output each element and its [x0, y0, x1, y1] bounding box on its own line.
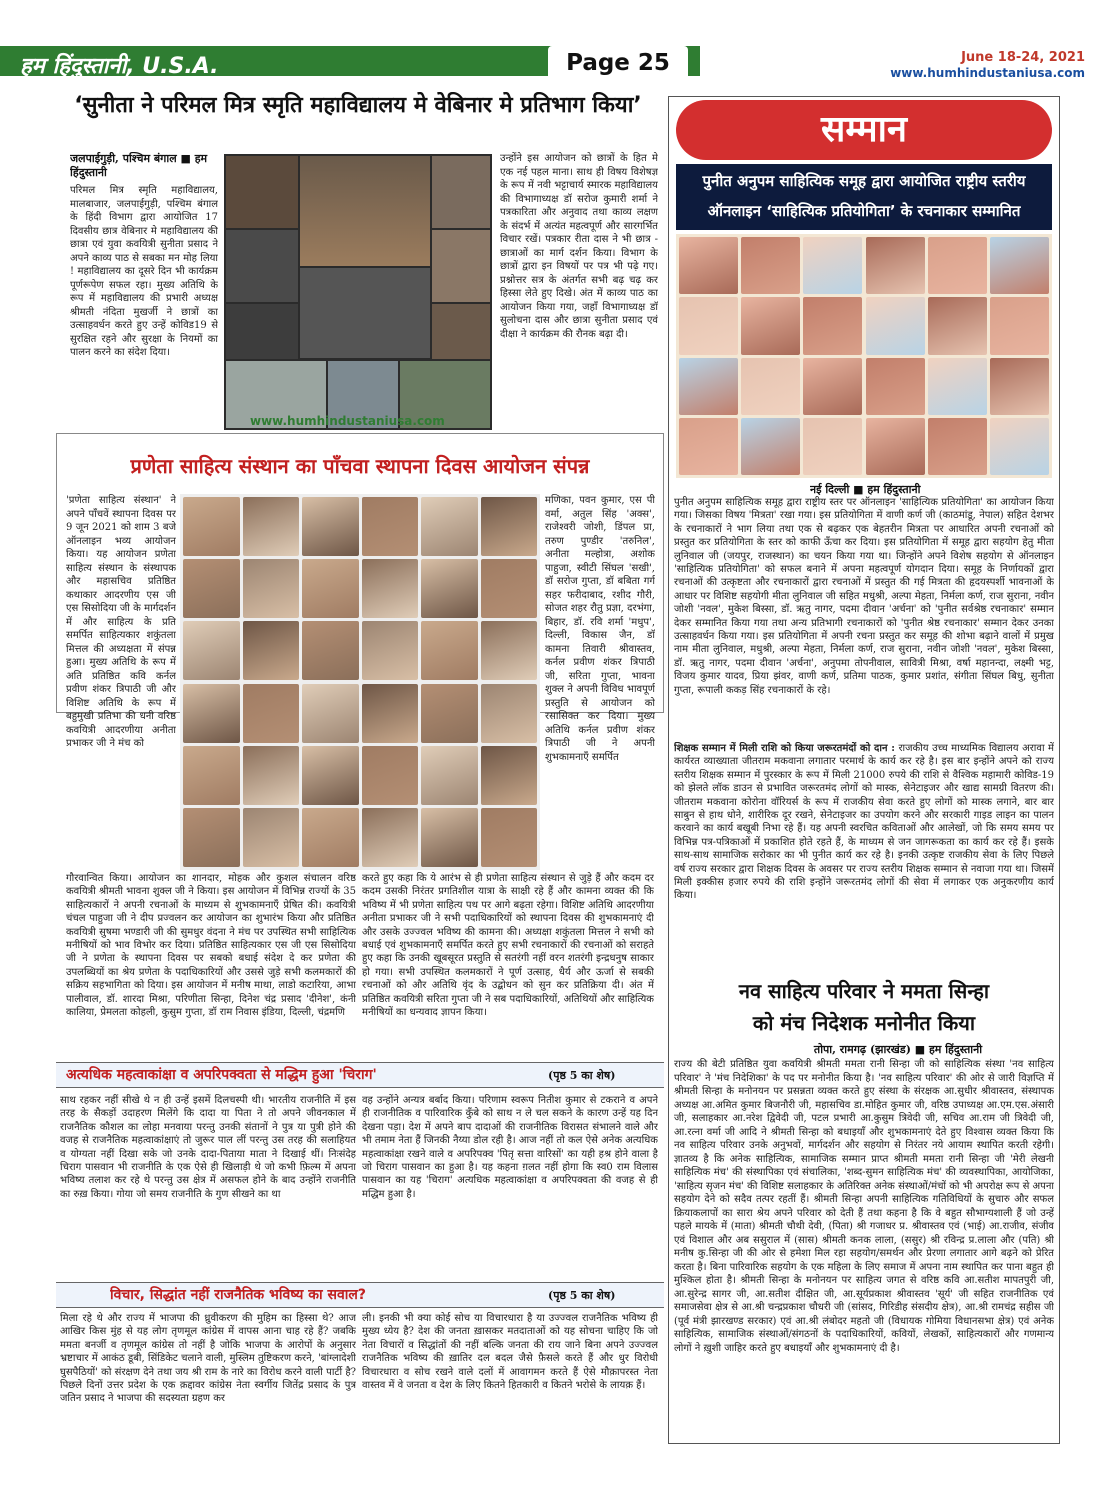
- portrait-photo: [928, 297, 987, 354]
- sidebar-dateline: नई दिल्ली ■ हम हिंदुस्तानी: [810, 483, 921, 496]
- newspaper-brand: हम हिंदुस्तानी, U.S.A.: [20, 54, 219, 79]
- portrait-photo: [183, 808, 240, 867]
- portrait-photo: [362, 621, 419, 680]
- story2-bottom-right: करते हुए कहा कि ये आरंभ से ही प्रणेता साहित्य संस्थान से जुड़े हैं और कदम दर कदम उसकी निरंतर प्रगतिशील यात्रा के साक्षी रहे हैं और कामना व्यक्त की कि भविष्य में भी प्रणेता साहित्य पथ पर आगे बढ़ता रहेगा। विशिष्ट अतिथि आदरणीया अनीता प्रभाकर जी ने सभी पदाधिकारियों को स्थापना दिवस की शुभकामनाएं दी और उसके उज्ज्वल भविष्य की कामना की। अध्यक्षा शकुंतला मित्तल ने सभी को बधाई एवं शुभकामनाएँ समर्पित करते हुए सभी रचनाकारों की रचनाओं को सराहते हुए कहा कि उनकी खूबसूरत प्रस्तुति से सतरंगी नहीं वरन शतरंगी इन्द्रधनुष साकार हो गया। सभी उपस्थित कलमकारों ने पूर्ण उत्साह, धैर्य और ऊर्जा से सबकी रचनाओं को और अतिथि वृंद के उद्बोधन को सुन कर प्रतिक्रिया दी। अंत में प्रतिष्ठित कवयित्री सरिता गुप्ता जी ने सब पदाधिकारियों, अतिथियों और साहित्यिक मनीषियों का धन्यवाद ज्ञापन किया।: [362, 873, 654, 1019]
- portrait-photo: [481, 808, 538, 867]
- portrait-photo: [481, 559, 538, 618]
- story1-headline: ‘सुनीता ने परिमल मित्र स्मृति महाविद्यालय मे वेबिनार मे प्रतिभाग किया’: [74, 93, 642, 118]
- story3-col1: साथ रहकर नहीं सीखे थे न ही उन्हें इसमें दिलचस्पी थी। भारतीय राजनीति में इस तरह के सैकड़ों उदाहरण मिलेंगे कि दादा या पिता ने तो अपने जीवनकाल में राजनैतिक कौशल का लोहा मनवाया परन्तु उनकी संतानों ने पुत्र या पुत्री होने की वजह से राजनैतिक महत्वाकांक्षाएं तो जुरूर पाल लीं परन्तु उस तरह की सलाहियत व योग्यता नहीं दिखा सके जो उनके दादा-पिताया माता ने दिखाई थीं। निःसंदेह चिराग पासवान भी राजनीति के एक ऐसे ही खिलाड़ी थे जो कभी फ़िल्म में अपना भविष्य तलाश कर रहे थे परन्तु उस क्षेत्र में असफल होने के बाद उन्होंने राजनीति का रुख़ किया। गोया जो समय राजनीति के गुण सीखने का था: [60, 1095, 356, 1200]
- portrait-photo: [990, 237, 1049, 294]
- sidebar-sub1-body: राजकीय उच्च माध्यमिक विद्यालय अरावा में कार्यरत व्याख्याता जीतराम मकवाना लगातार परमार्थ के कार्य कर रहे है। इस बार इन्होंने अपने को राज्य स्तरीय शिक्षक सम्मान में पुरस्कार के रूप में मिली 21000 रुपये की राशि से वैश्विक महामारी कोविड-19 को झेलते लॉक डाउन से प्रभावित जरूरतमंद लोगों को मास्क, सेनेटाइजर और खाद्य सामग्री वितरण की। जीतराम मकवाना कोरोना वॉरियर्स के रूप में राजकीय सेवा करते हुए लोगों को मास्क लगाने, बार बार साबुन से हाथ धोने, शारीरिक दूर रखने, सेनेटाइजर का उपयोग करने और सरकारी गाइड लाइन का पालन करवाने का कार्य बखूबी निभा रहे हैं। यह अपनी स्वरचित कविताओं और आलेखों, जो कि समय समय पर विभिन्न पत्र-पत्रिकाओं में प्रकाशित होते रहते हैं, के माध्यम से जन जागरूकता का कार्य कर रहे हैं। इसके साथ-साथ सामाजिक सरोकार का भी पुनीत कार्य कर रहे है। इनकी उत्कृष्ट राजकीय सेवा के लिए पिछले वर्ष राज्य सरकार द्वारा शिक्षक दिवस के अवसर पर राज्य स्तरीय शिक्षक सम्मान से नवाजा गया था। जिसमें मिली इक्कीस हजार रुपये की राशि इन्होंने जरूरतमंद लोगों की सेवा में लगाकर एक अनुकरणीय कार्य किया।: [674, 743, 1054, 902]
- story4-headline: विचार, सिद्धांत नहीं राजनैतिक भविष्य का सवाल?: [110, 1287, 367, 1303]
- portrait-photo: [421, 621, 478, 680]
- portrait-photo: [481, 497, 538, 556]
- portrait-photo: [302, 684, 359, 743]
- participant-photo: [226, 156, 298, 228]
- portrait-photo: [183, 746, 240, 805]
- portrait-photo: [243, 808, 300, 867]
- story4-col1: मिला रहे थे और राज्य में भाजपा की ध्रुवीकरण की मुहिम का हिस्सा थे? आज आखिर किस मुंह से यह लोग तृणमूल कांग्रेस में वापस आना चाह रहे हैं? जबकि ममता बनर्जी व तृणमूल कांग्रेस तो नहीं है जोकि भाजपा के आरोपों के अनुसार भ्रष्टाचार में आकंठ डूबी, सिंडिकेट चलाने वाली, मुस्लिम तुष्टिकरण करने, 'बांग्लादेशी घुसपैठियों' को संरक्षण देने तथा जय श्री राम के नारे का विरोध करने वाली पार्टी है? पिछले दिनों उत्तर प्रदेश के एक क़द्दावर कांग्रेस नेता स्वर्गीय जितेंद्र प्रसाद के पुत्र जतिन प्रसाद ने भाजपा की सदस्यता ग्रहण कर: [60, 1313, 356, 1405]
- story5-body: राज्य की बेटी प्रतिष्ठित युवा कवयित्री श्रीमती ममता रानी सिन्हा जी को साहित्यिक संस्था 'नव साहित्य परिवार' ने 'मंच निदेशिका' के पद पर मनोनीत किया है। 'नव साहित्य परिवार' की ओर से जारी विज्ञप्ति में श्रीमती सिन्हा के मनोनयन पर प्रसन्नता व्यक्त करते हुए संस्था के संरक्षक आ.सुधीर श्रीवास्तव, संस्थापक अध्यक्ष आ.अमित कुमार बिजनौरी जी, महासचिव डा.मोहित कुमार जी, वरिष्ठ उपाध्यक्ष आ.एम.एस.अंसारी जी, सलाहकार आ.नरेश द्विवेदी जी, पटल प्रभारी आ.कुसुम त्रिवेदी जी, सचिव आ.राम जी त्रिवेदी जी, आ.रत्ना वर्मा जी आदि ने श्रीमती सिन्हा को बधाइयाँ और शुभकामनाएं देते हुए विश्वास व्यक्त किया कि नव साहित्य परिवार उनके अनुभवों, मार्गदर्शन और सहयोग से निरंतर नये आयाम स्थापित करती रहेगी। ज्ञातव्य है कि अनेक साहित्यिक, सामाजिक सम्मान प्राप्त श्रीमती ममता रानी सिन्हा जी 'मेरी लेखनी साहित्यिक मंच' की संस्थापिका एवं संचालिका, 'शब्द-सुमन साहित्यिक मंच' की व्यवस्थापिका, आयोजिका, 'साहित्य सृजन मंच' की विशिष्ट सलाहकार के अतिरिक्त अनेक संस्थाओं/मंचों को भी अपरोक्ष रूप से अपना सहयोग देने को सदैव तत्पर रहतीं हैं। श्रीमती सिन्हा अपनी साहित्यिक गतिविधियों के सुचारु और सफल क्रियाकलापों का सारा श्रेय अपने परिवार को देती हैं तथा कहना है कि वे बहुत सौभाग्यशाली हैं जो उन्हें पहले मायके में (माता) श्रीमती चौथी देवी, (पिता) श्री गजाधर प्र. श्रीवास्तव एवं (भाई) आ.राजीव, संजीव एवं विशाल और अब ससुराल में (सास) श्रीमती कनक लाला, (ससुर) श्री रविन्द्र प्र.लाला और (पति) श्री मनीष कु.सिन्हा जी की ओर से हमेशा मिल रहा सहयोग/समर्थन और प्रेरणा लगातार आगे बढ़ने को प्रेरित करता है। बिना पारिवारिक सहयोग के एक महिला के लिए समाज में अपना नाम स्थापित कर पाना बहुत ही मुश्किल होता है। श्रीमती सिन्हा के मनोनयन पर साहित्य जगत से वरिष्ठ कवि आ.सतीश मापतपुरी जी, आ.सुरेन्द्र सागर जी, आ.सतीश दीक्षित जी, आ.सूर्यप्रकाश श्रीवास्तव 'सूर्य' जी सहित राजनीतिक एवं समाजसेवा क्षेत्र से आ.श्री चन्द्रप्रकाश चौधरी जी (सांसद, गिरिडीह संसदीय क्षेत्र), आ.श्री रामचंद्र सहीस जी (पूर्व मंत्री झारखण्ड सरकार) एवं आ.श्री लंबोदर महतो जी (विधायक गोमिया विधानसभा क्षेत्र) एवं अनेक साहित्यिक, सामाजिक संस्थाओं/संगठनों के पदाधिकारियों, कवियों, लेखकों, साहित्यकारों और गणमान्य लोगों ने ख़ुशी जाहिर करते हुए बधाइयाँ और शुभकामनाएं दी है।: [674, 1059, 1054, 1354]
- website-link[interactable]: www.humhindustaniusa.com: [890, 66, 1085, 80]
- portrait-photo: [243, 684, 300, 743]
- portrait-photo: [421, 684, 478, 743]
- portrait-photo: [803, 418, 862, 475]
- portrait-photo: [741, 237, 800, 294]
- portrait-photo: [362, 559, 419, 618]
- story5-dateline: तोपा, रामगढ़ (झारखंड) ■ हम हिंदुस्तानी: [813, 1043, 983, 1056]
- portrait-photo: [990, 418, 1049, 475]
- portrait-photo: [421, 746, 478, 805]
- portrait-photo: [741, 297, 800, 354]
- portrait-photo: [990, 358, 1049, 415]
- portrait-photo: [362, 746, 419, 805]
- watermark-url: www.humhindustaniusa.com: [250, 414, 445, 428]
- portrait-photo: [803, 237, 862, 294]
- page-number: Page 25: [548, 46, 688, 80]
- portrait-photo: [803, 358, 862, 415]
- participant-photo: [226, 304, 298, 359]
- portrait-photo: [243, 746, 300, 805]
- webinar-screenshot-collage: [224, 154, 492, 430]
- portrait-photo: [302, 746, 359, 805]
- story3-col2: वह उन्होंने अन्यत्र बर्बाद किया। परिणाम स्वरूप नितीश कुमार से टकराने व अपने ही राजनीतिक व पारिवारिक कुँबे को साथ न ले चल सकने के कारण उन्हें यह दिन देखना पड़ा। देश में अपने बाप दादाओं की राजनीतिक विरासत संभालने वाले और भी तमाम नेता हैं जिनकी नैय्या डोल रही है। आज नहीं तो कल ऐसे अनेक अत्यधिक महत्वाकांक्षा रखने वाले व अपरिपक्व 'पितृ सत्ता वारिसों' का यही हश्र होने वाला है जो चिराग पासवान का हुआ है। यह कहना ग़लत नहीं होगा कि स्व0 राम विलास पासवान का यह 'चिराग' अत्यधिक महत्वाकांक्षा व अपरिपक्वता की वजह से ही मद्धिम हुआ है।: [362, 1095, 658, 1200]
- portrait-photo: [866, 237, 925, 294]
- story3-continuation: (पृष्ठ 5 का शेष): [548, 1069, 616, 1082]
- portrait-photo: [679, 237, 738, 294]
- sidebar-sub1: [674, 742, 1054, 970]
- portrait-photo: [481, 621, 538, 680]
- portrait-photo: [679, 358, 738, 415]
- portrait-photo: [990, 297, 1049, 354]
- story2-col1: 'प्रणेता साहित्य संस्थान' ने अपने पाँचवें स्थापना दिवस पर 9 जून 2021 को शाम 3 बजे ऑनलाइन भव्य आयोजन किया। यह आयोजन प्रणेता साहित्य संस्थान के संस्थापक और महासचिव प्रतिष्ठित कथाकार आदरणीय एस जी एस सिसोदिया जी के मार्गदर्शन में और साहित्य के प्रति समर्पित साहित्यकार शकुंतला मित्तल की अध्यक्षता में संपन्न हुआ। मुख्य अतिथि के रूप में अति प्रतिष्ठित कवि कर्नल प्रवीण शंकर त्रिपाठी जी और विशिष्ट अतिथि के रूप में बहुमुखी प्रतिभा की धनी वरिष्ठ कवयित्री आदरणीया अनीता प्रभाकर जी ने मंच को: [66, 495, 176, 749]
- participant-photo: [432, 230, 490, 302]
- story3-headline: अत्यधिक महत्वाकांक्षा व अपरिपक्वता से मद्धिम हुआ 'चिराग': [66, 1067, 377, 1083]
- story2-photo-grid: [180, 494, 540, 870]
- portrait-photo: [302, 559, 359, 618]
- issue-date: June 18-24, 2021: [961, 50, 1085, 65]
- portrait-photo: [741, 358, 800, 415]
- portrait-photo: [928, 418, 987, 475]
- story2-col3: मणिका, पवन कुमार, एस पी वर्मा, अतुल सिंह 'अक्स', राजेश्वरी जोशी, डिंपल प्रा, तरुण पुण्डीर 'तरुनिल', अनीता मल्होत्रा, अशोक पाहुजा, स्वीटी सिंघल 'सखी', डॉ सरोज गुप्ता, डॉ बबिता गर्ग सहर फरीदाबाद, रशीद गौरी, सोजत शहर रौतु प्रज्ञा, दरभंगा, बिहार, डॉ. रवि शर्मा 'मधुप', दिल्ली, विकास जैन, डॉ कामना तिवारी श्रीवास्तव, कर्नल प्रवीण शंकर त्रिपाठी जी, सरिता गुप्ता, भावना शुक्ल ने अपनी विविध भावपूर्ण प्रस्तुति से आयोजन को रसासिक्त कर दिया। मुख्य अतिथि कर्नल प्रवीण शंकर त्रिपाठी जी ने अपनी शुभकामनाएँ समर्पित: [545, 495, 655, 763]
- story5-headline-2: को मंच निदेशक मनोनीत किया: [752, 1011, 976, 1035]
- story1-col2: उन्होंने इस आयोजन को छात्रों के हित मे एक नई पहल माना। साथ ही विषय विशेषज्ञ के रूप में नवी भट्टाचार्य स्मारक महाविद्यालय की विभागाध्यक्ष डॉ सरोज कुमारी शर्मा ने पत्रकारिता और अनुवाद तथा काव्य लक्षण के संदर्भ में अत्यंत महत्वपूर्ण और सारगर्भित विचार रखें। पत्रकार रीता दास ने भी छात्र - छात्राओं का मार्ग दर्शन किया। विभाग के छात्रों द्वारा इन विषयों पर पत्र भी पढ़े गए। प्रश्नोत्तर सत्र के अंतर्गत सभी बढ़ चढ़ कर हिस्सा लेते हुए दिखे। अंत में काव्य पाठ का आयोजन किया गया, जहाँ विभागाध्यक्ष डॉ सुलोचना दास और छात्रा सुनीता प्रसाद एवं दीक्षा ने कार्यक्रम की रौनक बढ़ा दी।: [500, 153, 658, 340]
- portrait-photo: [243, 621, 300, 680]
- portrait-photo: [679, 297, 738, 354]
- participant-photo: [300, 156, 430, 266]
- sidebar-sub1-heading: शिक्षक सम्मान में मिली राशि को किया जरूरतमंदों को दान :: [674, 743, 895, 754]
- portrait-photo: [866, 297, 925, 354]
- participant-photo: [226, 230, 298, 302]
- portrait-photo: [481, 684, 538, 743]
- portrait-photo: [679, 418, 738, 475]
- story2-bottom-left: गौरवान्वित किया। आयोजन का शानदार, मोहक और कुशल संचालन वरिष्ठ कवयित्री श्रीमती भावना शुक्ल जी ने किया। इस आयोजन में विभिन्न राज्यों के 35 साहित्यकारों ने अपनी रचनाओं के माध्यम से शुभकामनाएँ प्रेषित की। कवयित्री चंचल पाहुजा जी ने दीप प्रज्वलन कर आयोजन का शुभारंभ किया और प्रतिष्ठित कवयित्री सुषमा भण्डारी जी की सुमधुर वंदना ने मंच पर उपस्थित सभी साहित्यिक मनीषियों को भाव विभोर कर दिया। प्रतिष्ठित साहित्यकार एस जी एस सिसोदिया जी ने प्रणेता के स्थापना दिवस पर सबको बधाई संदेश दे कर प्रणेता की उपलब्धियों का श्रेय प्रणेता के पदाधिकारियों और उससे जुड़े सभी कलमकारों की सक्रिय सहभागिता को दिया। इस आयोजन में मनीष माथा, लाडो कटारिया, आभा पालीवाल, डॉ. शारदा मिश्रा, परिणीता सिन्हा, दिनेश चंद्र प्रसाद 'दीनेश', कंनी कालिया, प्रेमलता कोहली, कुसुम गुप्ता, डॉ राम निवास इंडिया, दिल्ली, चंद्रमणि: [66, 873, 356, 1019]
- story5-headline-1: नव साहित्य परिवार ने ममता सिन्हा: [738, 979, 990, 1003]
- portrait-photo: [928, 237, 987, 294]
- portrait-photo: [928, 358, 987, 415]
- portrait-photo: [421, 808, 478, 867]
- portrait-photo: [183, 684, 240, 743]
- portrait-photo: [421, 497, 478, 556]
- portrait-photo: [481, 746, 538, 805]
- portrait-photo: [302, 497, 359, 556]
- sidebar-body: पुनीत अनुपम साहित्यिक समूह द्वारा राष्ट्रीय स्तर पर ऑनलाइन 'साहित्यिक प्रतियोगिता' का आयोजन किया गया। जिसका विषय 'मित्रता' रखा गया। इस प्रतियोगिता में वाणी कर्ण जी (काठमांडू, नेपाल) सहित देशभर के रचनाकारों ने भाग लिया तथा एक से बढ़कर एक बेहतरीन मित्रता पर आधारित अपनी रचनाओं को प्रस्तुत कर प्रतियोगिता के स्तर को काफी ऊँचा कर दिया। इस प्रतियोगिता में समूह द्वारा सहयोग हेतु मीता लुनिवाल जी (जयपुर, राजस्थान) का चयन किया गया था। जिन्होंने अपने विशेष सहयोग से ऑनलाइन 'साहित्यिक प्रतियोगिता' को सफल बनाने में अपना महत्वपूर्ण योगदान दिया। समूह के निर्णायकों द्वारा रचनाओं की उत्कृष्टता और रचनाकारों द्वारा रचनाओं में प्रस्तुत की गई मित्रता की हृदयस्पर्शी भावनाओं के आधार पर विशिष्ट सहयोगी मीता लुनिवाल जी सहित मधुश्री, अल्पा मेहता, निर्मला कर्ण, राज सुराना, नवीन जोशी 'नवल', मुकेश बिस्सा, डॉ. ऋतु नागर, पदमा दीवान 'अर्चना' को 'पुनीत सर्वश्रेष्ठ रचनाकार' सम्मान देकर सम्मानित किया गया तथा अन्य प्रतिभागी रचनाकारों को 'पुनीत श्रेष्ठ रचनाकार' सम्मान देकर उनका उत्साहवर्धन किया गया। इस प्रतियोगिता में अपनी रचना प्रस्तुत कर समूह की शोभा बढ़ाने वालों में प्रमुख नाम मीता लुनिवाल, मधुश्री, अल्पा मेहता, निर्मला कर्ण, राज सुराना, नवीन जोशी 'नवल', मुकेश बिस्सा, डॉ. ऋतु नागर, पदमा दीवान 'अर्चना', अनुपमा तोपनीवाल, सावित्री मिश्रा, वर्षा महानन्दा, लक्ष्मी भट्ट, विजय कुमार यादव, प्रिया झंवर, वाणी कर्ण, प्रतिमा पाठक, कुमार प्रशांत, संगीता सिंघल बिधु, सुनीता गुप्ता, रूपाली ककड़ सिंह रचनाकारों के रहे।: [674, 497, 1054, 696]
- portrait-photo: [302, 808, 359, 867]
- portrait-photo: [362, 684, 419, 743]
- story1-col1: परिमल मित्र स्मृति महाविद्यालय, मालबाजार, जलपाईगुड़ी, पश्चिम बंगाल के हिंदी विभाग द्वारा आयोजित 17 दिवसीय छात्र वेबिनार मे महाविद्यालय की छात्रा एवं युवा कवयित्री सुनीता प्रसाद ने अपने काव्य पाठ से सबका मन मोह लिया ! महाविद्यालय का दूसरे दिन भी कार्यक्रम पूर्णरूपेण सफल रहा। मुख्य अतिथि के रूप में महाविद्यालय की प्रभारी अध्यक्ष श्रीमती नंदिता मुखर्जी ने छात्रों का उत्साहवर्धन करते हुए उन्हें कोविड19 से सुरक्षित रहने और सुरक्षा के नियमों का पालन करने का संदेश दिया।: [70, 185, 218, 358]
- story4-col2: ली। इनकी भी क्या कोई सोच या विचारधारा है या उज्ज्वल राजनैतिक भविष्य ही मुख्य ध्येय है? देश की जनता ख़ासकर मतदाताओं को यह सोचना चाहिए कि जो नेता विचारों व सिद्धांतों की नहीं बल्कि जनता की राय जाने बिना अपने उज्ज्वल राजनैतिक भविष्य की ख़ातिर दल बदल जैसे फ़ैसले करते हैं और धुर विरोधी विचारधारा व सोच रखने वाले दलों में आवागमन करते हैं ऐसे मौक़ापरस्त नेता वास्तव में वे जनता व देश के लिए कितने हितकारी व कितने भरोसे के लायक़ हैं।: [362, 1313, 658, 1392]
- portrait-photo: [741, 418, 800, 475]
- portrait-photo: [803, 297, 862, 354]
- portrait-photo: [243, 559, 300, 618]
- portrait-photo: [302, 621, 359, 680]
- portrait-photo: [183, 497, 240, 556]
- portrait-photo: [243, 497, 300, 556]
- sidebar-headline: पुनीत अनुपम साहित्यिक समूह द्वारा आयोजित राष्ट्रीय स्तरीय ऑनलाइन ‘साहित्यिक प्रतियोगिता’ के रचनाकार सम्मानित: [702, 172, 1026, 220]
- portrait-photo: [362, 497, 419, 556]
- portrait-photo: [866, 418, 925, 475]
- portrait-photo: [866, 358, 925, 415]
- portrait-photo: [421, 559, 478, 618]
- portrait-photo: [362, 808, 419, 867]
- story1-dateline: जलपाईगुड़ी, पश्चिम बंगाल ■ हम हिंदुस्तानी: [70, 152, 208, 179]
- story4-continuation: (पृष्ठ 5 का शेष): [548, 1289, 616, 1302]
- participant-photo: [432, 304, 490, 359]
- award-photo-grid: [676, 234, 1052, 478]
- portrait-photo: [183, 559, 240, 618]
- participant-photo: [432, 156, 490, 228]
- story2-headline: प्रणेता साहित्य संस्थान का पाँचवा स्थापना दिवस आयोजन संपन्न: [130, 454, 590, 478]
- participant-photo: [300, 268, 430, 358]
- portrait-photo: [183, 621, 240, 680]
- samman-title: सम्मान: [821, 109, 907, 150]
